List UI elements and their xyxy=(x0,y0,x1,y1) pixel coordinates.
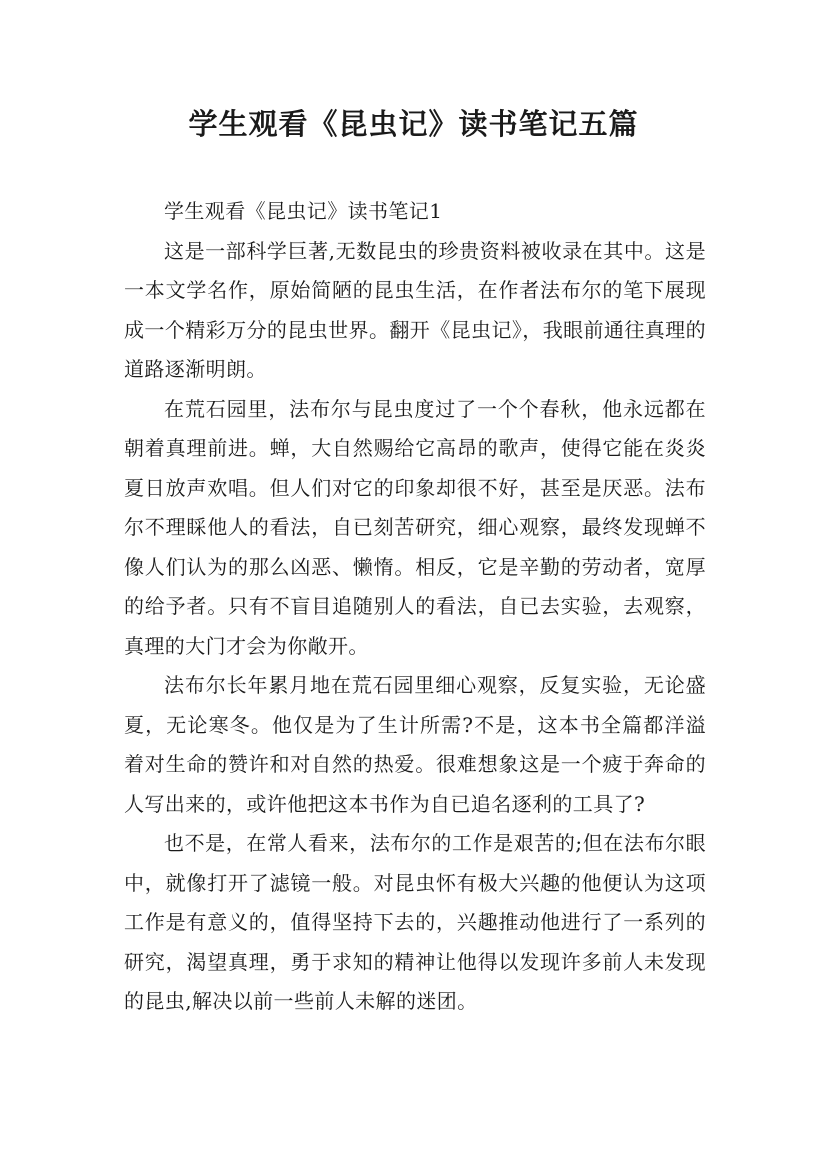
paragraph-1: 这是一部科学巨著,无数昆虫的珍贵资料被收录在其中。这是一本文学名作，原始简陋的昆虫生活，在作者法布尔的笔下展现成一个精彩万分的昆虫世界。翻开《昆虫记》，我眼前通往真理的道路逐渐明朗。 xyxy=(124,238,706,381)
document-body xyxy=(124,192,706,1022)
paragraph-2: 在荒石园里，法布尔与昆虫度过了一个个春秋，他永远都在朝着真理前进。蝉，大自然赐给它高昂的歌声，使得它能在炎炎夏日放声欢唱。但人们对它的印象却很不好，甚至是厌恶。法布尔不理睬他人的看法，自已刻苦研究，细心观察，最终发现蝉不像人们认为的那么凶恶、懒惰。相反，它是辛勤的劳动者，宽厚的给予者。只有不盲目追随别人的看法，自已去实验，去观察，真理的大门才会为你敞开。 xyxy=(124,396,706,658)
paragraph-4: 也不是，在常人看来，法布尔的工作是艰苦的;但在法布尔眼中，就像打开了滤镜一般。对昆虫怀有极大兴趣的他便认为这项工作是有意义的，值得坚持下去的，兴趣推动他进行了一系列的研究，渴望真理，勇于求知的精神让他得以发现许多前人未发现的昆虫,解决以前一些前人未解的迷团。 xyxy=(124,831,706,1013)
section-heading: 学生观看《昆虫记》读书笔记1 xyxy=(164,199,443,223)
paragraph-3: 法布尔长年累月地在荒石园里细心观察，反复实验，无论盛夏，无论寒冬。他仅是为了生计所需?不是，这本书全篇都洋溢着对生命的赞许和对自然的热爱。很难想象这是一个疲于奔命的人写出来的，或许他把这本书作为自已追名逐利的工具了? xyxy=(124,673,706,816)
document-title: 学生观看《昆虫记》读书笔记五篇 xyxy=(188,107,639,141)
